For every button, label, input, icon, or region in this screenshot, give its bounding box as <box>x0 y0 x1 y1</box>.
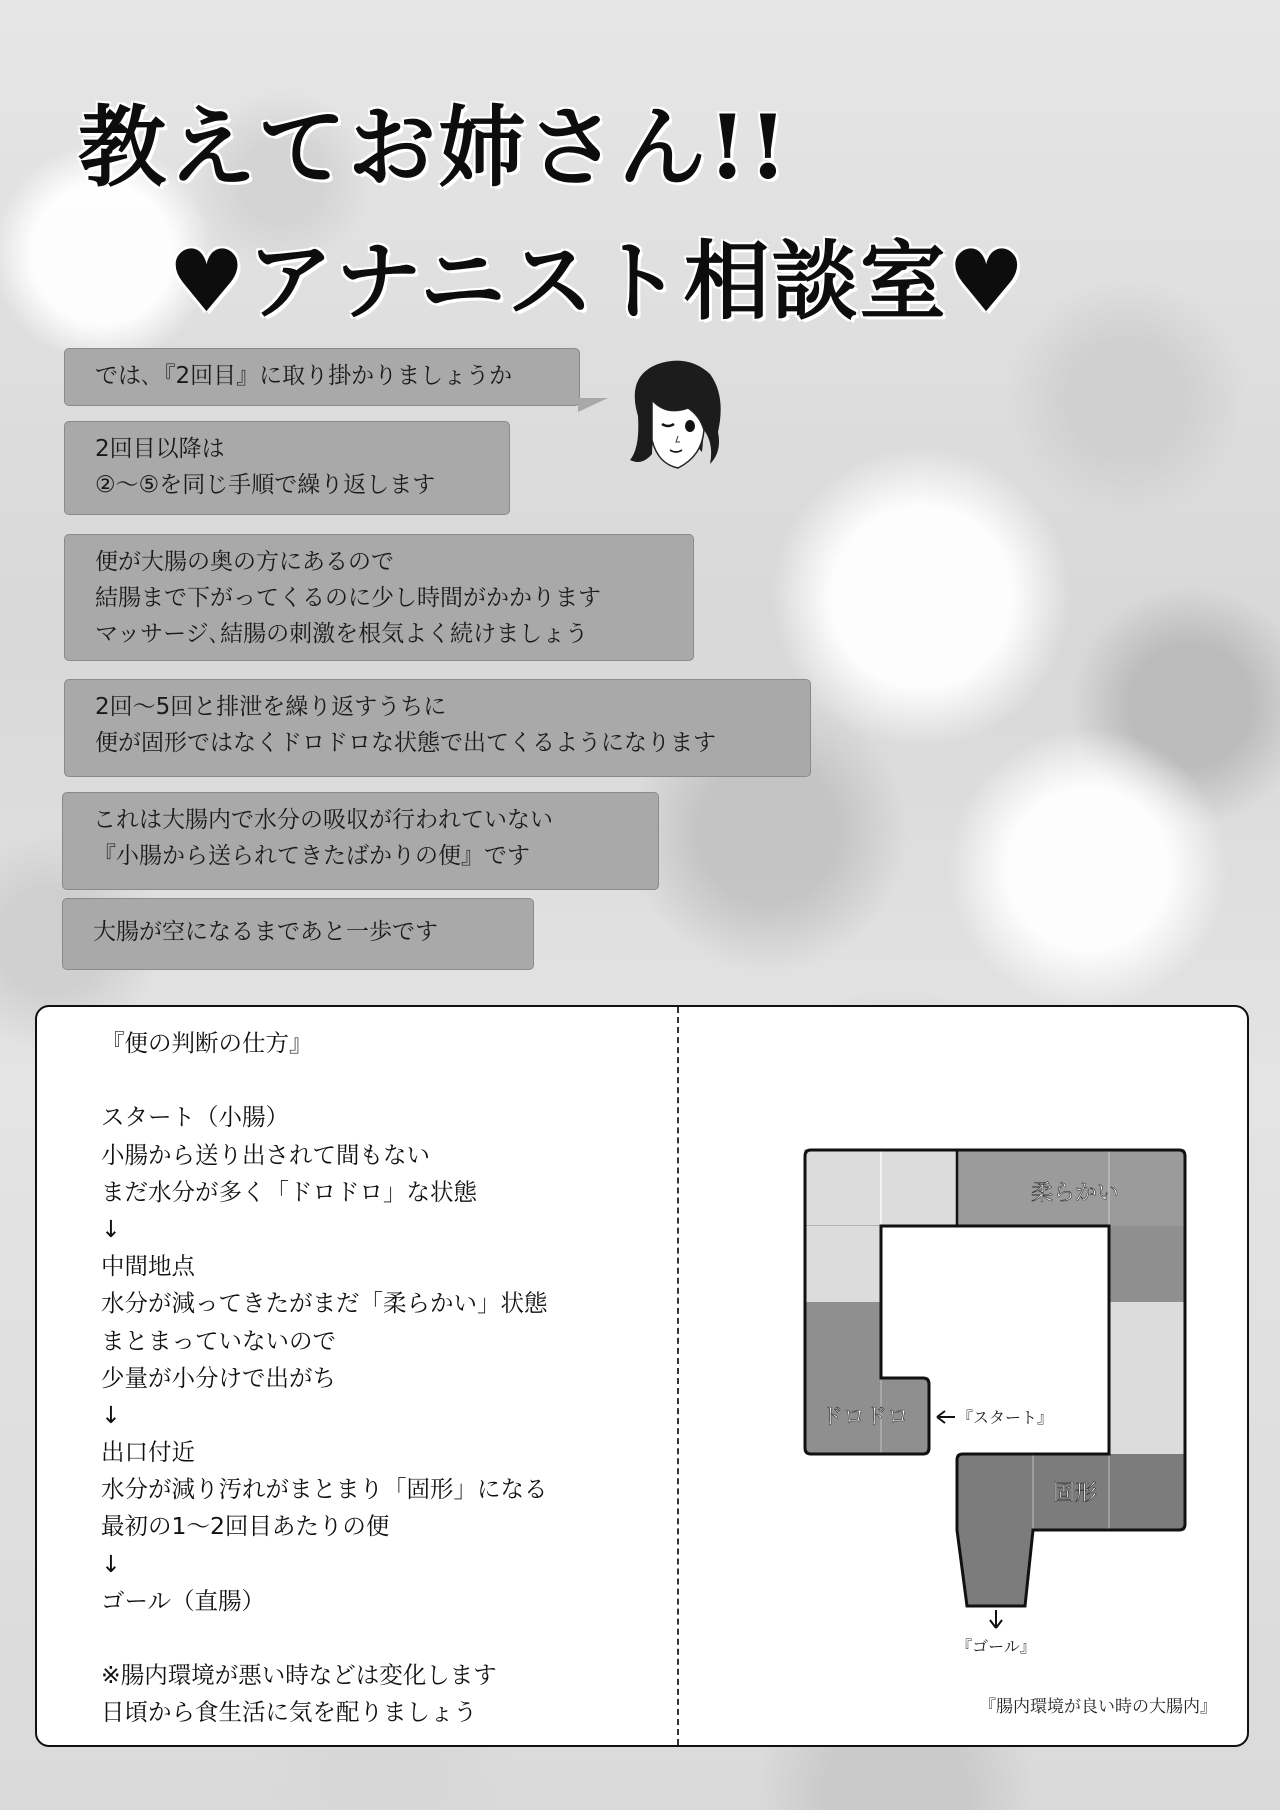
guide-line <box>101 1062 548 1099</box>
bubble-line: これは大腸内で水分の吸収が行われていない <box>93 807 553 833</box>
guide-line: 水分が減ってきたがまだ「柔らかい」状態 <box>101 1289 548 1318</box>
guide-line: 少量が小分けで出がち <box>101 1363 336 1392</box>
bubble-line: 2回目以降は <box>95 436 225 462</box>
guide-note: 日頃から食生活に気を配りましょう <box>101 1698 477 1727</box>
bubble-line: 便が大腸の奥の方にあるので <box>95 549 394 575</box>
advisor-avatar <box>618 356 730 480</box>
guide-line: 出口付近 <box>101 1438 195 1467</box>
segment-light <box>805 1226 881 1302</box>
guide-line: 最初の1～2回目あたりの便 <box>101 1512 390 1541</box>
goal-arrow-icon <box>990 1610 1002 1628</box>
speech-bubble-tail <box>578 398 608 412</box>
guide-line <box>101 1620 548 1657</box>
speech-bubble-6 <box>62 898 534 970</box>
guide-line: まだ水分が多く「ドロドロ」な状態 <box>101 1177 477 1206</box>
label-mushy: ドロドロ <box>820 1405 910 1430</box>
title-line-2: ♥アナニスト相談室♥ <box>168 231 1027 332</box>
guide-arrow: ↓ <box>101 1214 121 1243</box>
segment-dark <box>805 1302 881 1378</box>
guide-line: 水分が減り汚れがまとまり「固形」になる <box>101 1475 548 1504</box>
bubble-line: 大腸が空になるまであと一歩です <box>93 919 438 945</box>
label-soft: 柔らかい <box>1030 1181 1120 1206</box>
title-line-1: 教えてお姉さん!! <box>78 95 790 199</box>
bubble-line: ②～⑤を同じ手順で繰り返します <box>95 472 436 498</box>
panel-divider <box>677 1007 679 1745</box>
label-start: 『スタート』 <box>957 1408 1054 1427</box>
diagram-caption: 『腸内環境が良い時の大腸内』 <box>979 1697 1217 1717</box>
speech-bubble-1 <box>64 348 580 406</box>
intestine-diagram <box>755 1108 1195 1668</box>
speech-bubble-2 <box>64 421 510 515</box>
guide-line: ゴール（直腸） <box>101 1586 266 1615</box>
guide-line: 中間地点 <box>101 1252 195 1281</box>
guide-note: ※腸内環境が悪い時などは変化します <box>101 1661 497 1690</box>
segment-rectum <box>957 1530 1033 1606</box>
guide-arrow: ↓ <box>101 1400 121 1429</box>
guide-panel <box>35 1005 1249 1747</box>
speech-bubble-5 <box>62 792 659 890</box>
guide-heading: 『便の判断の仕方』 <box>101 1029 313 1057</box>
bubble-line: 『小腸から送られてきたばかりの便』です <box>93 843 530 869</box>
segment-dark <box>1109 1226 1185 1302</box>
guide-line: 小腸から送り出されて間もない <box>101 1140 430 1169</box>
bubble-line: 2回～5回と排泄を繰り返すうちに <box>95 694 447 720</box>
segment-light <box>1109 1378 1185 1454</box>
label-solid: 固形 <box>1052 1481 1098 1506</box>
label-goal: 『ゴール』 <box>956 1637 1036 1656</box>
guide-arrow: ↓ <box>101 1549 121 1578</box>
bubble-line: 結腸まで下がってくるのに少し時間がかかります <box>95 585 601 611</box>
segment-light <box>1109 1302 1185 1378</box>
guide-text <box>101 1025 548 1732</box>
guide-line: スタート（小腸） <box>101 1103 289 1132</box>
speech-bubble-4 <box>64 679 811 777</box>
start-arrow-icon <box>937 1411 955 1423</box>
speech-bubble-3 <box>64 534 694 661</box>
bubble-line: では､『2回目』に取り掛かりましょうか <box>95 363 513 389</box>
bubble-line: マッサージ､結腸の刺激を根気よく続けましょう <box>95 621 589 647</box>
bubble-line: 便が固形ではなくドロドロな状態で出てくるようになります <box>95 730 716 756</box>
guide-line: まとまっていないので <box>101 1326 336 1355</box>
